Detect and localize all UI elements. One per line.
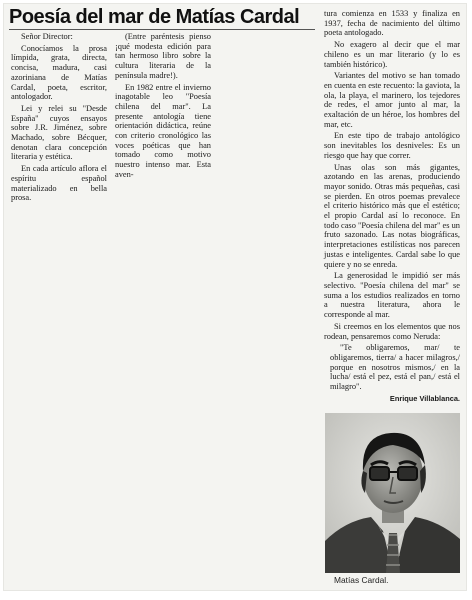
paragraph: Unas olas son más gigantes, azotando en las arenas, produciendo mayor sonido. Otras más pequeñas, casi se pierden. En otros poemas prevalece el criterio histórico más que el estético; el propio Cardal así lo reconoce. En todo caso "Poesía chilena del mar" es un fruto sazonado. Las notas biográficas, interpretaciones estilísticas nos parecen justas e inteligentes. Cardal sabe lo que quiere y no se enreda. (324, 162, 460, 269)
photo-caption: Matías Cardal. (334, 575, 389, 585)
author-photo (325, 413, 460, 573)
greeting: Señor Director: (21, 32, 73, 41)
paragraph: Variantes del motivo se han tomado en cuenta en este recuento: la gaviota, la ola, la playa, el marinero, los tejedores de redes, el amor junto al mar, la exaltación de un héroe, los hombres del mar, etc. (324, 71, 460, 129)
paragraph: Si creemos en los elementos que nos rodean, pensaremos como Neruda: (324, 321, 460, 341)
paragraph: En cada artículo aflora el espíritu español materializado en bella prosa. (11, 164, 107, 203)
author-signature: Enrique Villablanca. (389, 393, 460, 403)
poem-quote: "Te obligaremos, mar/ te obligaremos, tierra/ a hacer milagros,/ porque en nosotros mismos,/ en la lucha/ está el pez, está el pan,/ está el milagro". (330, 343, 460, 392)
newspaper-clipping (3, 3, 467, 591)
paragraph: Conocíamos la prosa límpida, grata, directa, concisa, madura, casi azoriniana de Matías Cardal, poeta, escritor, antologador. (11, 43, 107, 102)
paragraph: (Entre paréntesis pienso ¡qué modesta edición para tan hermoso libro sobre la cultura literaria de la península madre!). (115, 32, 211, 80)
paragraph: No exagero al decir que el mar chileno es un mar literario (y lo es también histórico). (324, 40, 460, 69)
portrait-image (325, 413, 460, 573)
column-1 (11, 32, 107, 203)
article-headline: Poesía del mar de Matías Cardal (9, 6, 300, 28)
paragraph: La generosidad le impidió ser más selectivo. "Poesía chilena del mar" se suma a los estudios realizados en torno a nuestra literatura, ahora le corresponde al mar. (324, 271, 460, 320)
column-3 (324, 9, 460, 403)
column-2 (115, 32, 211, 180)
paragraph: En este tipo de trabajo antológico son inevitables los desniveles: Es un riesgo que hay que correr. (324, 131, 460, 160)
paragraph: tura comienza en 1533 y finaliza en 1937, fecha de nacimiento del último poeta antologado. (324, 9, 460, 38)
paragraph: Lei y relei su "Desde España" cuyos ensayos sobre J.R. Jiménez, sobre Machado, sobre Bécquer, denotan clara concepción literaria y estética. (11, 103, 107, 162)
paragraph: En 1982 entre el invierno inagotable leo "Poesía chilena del mar". La presente antología tiene orientación didáctica, reúne con criterio cronológico las voces poéticas que han tomado como motivo nuestro intenso mar. Esta aven- (115, 82, 211, 179)
headline-rule (9, 29, 315, 30)
